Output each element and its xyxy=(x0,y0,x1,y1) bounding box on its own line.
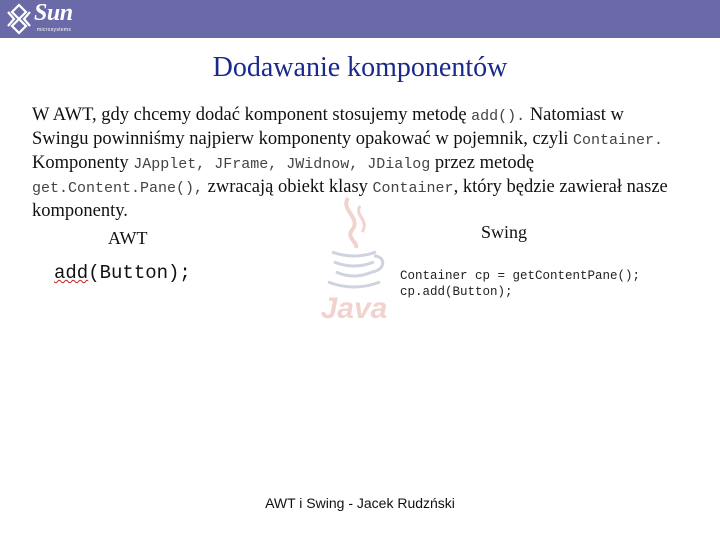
code-getcontentpane: get.Content.Pane(), xyxy=(32,180,204,197)
code-container: Container. xyxy=(573,132,664,149)
body-text-6: , który będzie zawierał nasze komponenty. xyxy=(32,177,668,221)
sun-logo xyxy=(4,0,94,35)
body-text-3: Komponenty xyxy=(32,153,134,173)
java-watermark-logo xyxy=(318,190,390,330)
swing-code-line-1: Container cp = getContentPane(); xyxy=(400,269,641,283)
awt-code-method: add xyxy=(54,262,89,284)
body-text-1: W AWT, gdy chcemy dodać komponent stosujemy metodę xyxy=(32,105,472,125)
code-container-class: Container xyxy=(372,180,454,197)
body-text-4: przez metodę xyxy=(430,153,535,173)
awt-label: AWT xyxy=(108,228,148,248)
body-text-5: zwracają obiekt klasy xyxy=(203,177,373,197)
awt-code-sample xyxy=(54,262,191,284)
swing-code-sample xyxy=(400,268,640,300)
java-watermark-text: Java xyxy=(320,292,388,325)
brand-name: Sun xyxy=(34,0,73,26)
body-text-2: Natomiast w Swingu powinniśmy najpierw komponenty opakować w pojemnik, czyli xyxy=(32,105,624,149)
swing-code-line-2: cp.add(Button); xyxy=(400,285,513,299)
brand-subtitle: microsystems xyxy=(37,27,72,33)
sun-logo-icon xyxy=(4,3,34,35)
swing-label: Swing xyxy=(481,222,528,242)
slide-title: Dodawanie komponentów xyxy=(212,52,508,83)
code-add: add(). xyxy=(471,108,526,125)
slide-footer: AWT i Swing - Jacek Rudzński xyxy=(265,495,455,511)
awt-code-args: (Button); xyxy=(88,262,191,284)
header-bar xyxy=(0,0,720,38)
code-classes: JApplet, JFrame, JWidnow, JDialog xyxy=(133,156,431,173)
